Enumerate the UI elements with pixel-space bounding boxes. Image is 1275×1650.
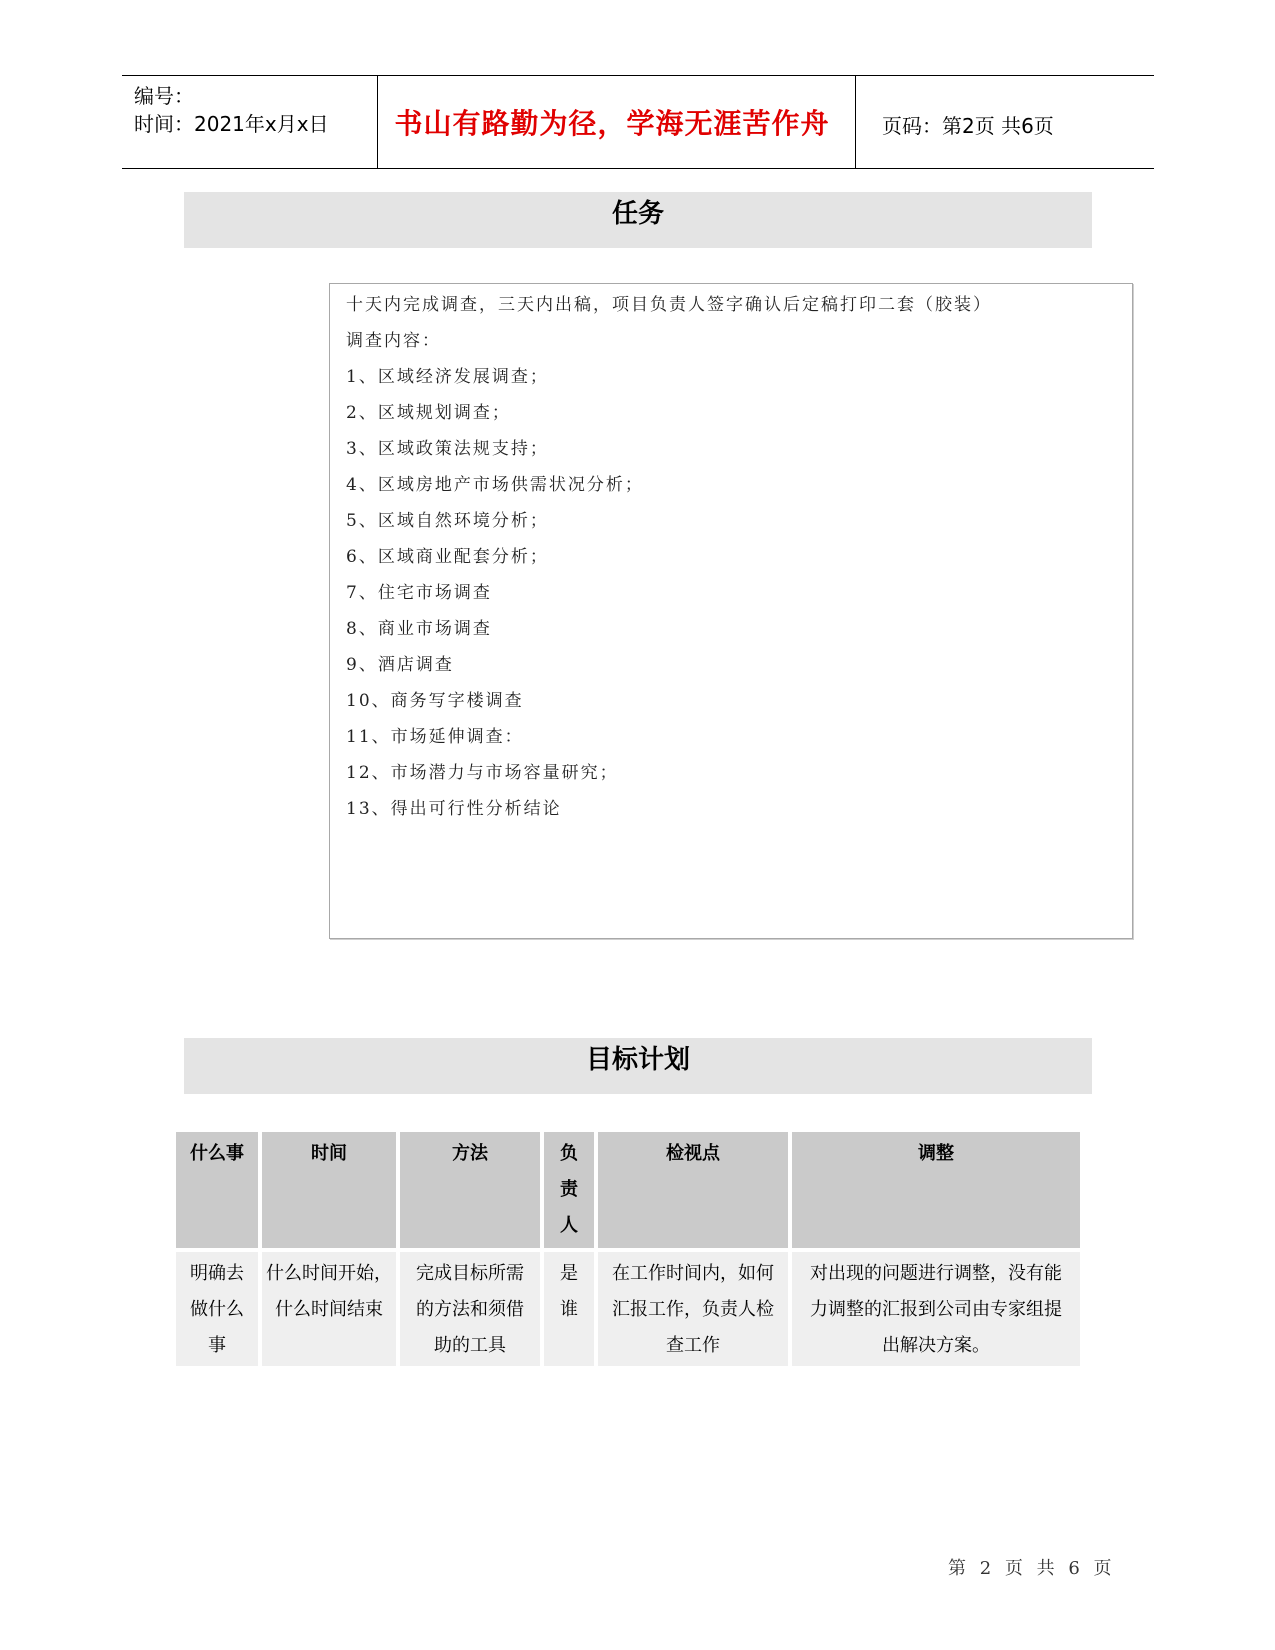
task-line: 12、市场潜力与市场容量研究； <box>346 763 619 783</box>
task-line: 3、区域政策法规支持； <box>346 439 549 459</box>
plan-data-cell: 什么时间开始，什么时间结束 <box>262 1252 396 1366</box>
plan-header-cell: 时间 <box>262 1132 396 1248</box>
plan-data-cell: 明确去做什么事 <box>176 1252 258 1366</box>
document-header <box>122 75 1154 169</box>
task-line: 5、区域自然环境分析； <box>346 511 549 531</box>
header-divider <box>855 76 856 168</box>
task-line: 调查内容： <box>346 331 441 351</box>
task-line: 11、市场延伸调查： <box>346 727 524 747</box>
task-line: 7、住宅市场调查 <box>346 583 492 603</box>
task-line: 9、酒店调查 <box>346 655 454 675</box>
task-content-box <box>329 283 1133 939</box>
task-line: 十天内完成调查，三天内出稿，项目负责人签字确认后定稿打印二套（胶装） <box>346 295 992 315</box>
plan-data-cell: 在工作时间内，如何汇报工作，负责人检查工作 <box>598 1252 788 1366</box>
plan-header-cell: 检视点 <box>598 1132 788 1248</box>
task-line: 2、区域规划调查； <box>346 403 511 423</box>
plan-header-cell: 负责人 <box>544 1132 594 1248</box>
plan-data-cell: 对出现的问题进行调整，没有能力调整的汇报到公司由专家组提出解决方案。 <box>792 1252 1080 1366</box>
task-line: 8、商业市场调查 <box>346 619 492 639</box>
task-line: 4、区域房地产市场供需状况分析； <box>346 475 644 495</box>
task-section-title: 任务 <box>184 192 1092 248</box>
task-line: 6、区域商业配套分析； <box>346 547 549 567</box>
plan-section-title: 目标计划 <box>184 1038 1092 1094</box>
header-motto: 书山有路勤为径，学海无涯苦作舟 <box>394 107 830 140</box>
plan-data-cell: 完成目标所需的方法和须借助的工具 <box>400 1252 540 1366</box>
time-label: 时间：2021年x月x日 <box>134 112 329 136</box>
plan-header-cell: 调整 <box>792 1132 1080 1248</box>
page-footer: 第 2 页 共 6 页 <box>948 1558 1116 1579</box>
number-label: 编号： <box>134 84 194 108</box>
task-line: 1、区域经济发展调查； <box>346 367 549 387</box>
plan-data-cell: 是谁 <box>544 1252 594 1366</box>
plan-header-cell: 方法 <box>400 1132 540 1248</box>
task-line: 13、得出可行性分析结论 <box>346 799 562 819</box>
plan-header-cell: 什么事 <box>176 1132 258 1248</box>
header-divider <box>377 76 378 168</box>
header-page-info: 页码：第2页 共6页 <box>882 114 1054 138</box>
task-line: 10、商务写字楼调查 <box>346 691 524 711</box>
header-left <box>134 82 329 138</box>
